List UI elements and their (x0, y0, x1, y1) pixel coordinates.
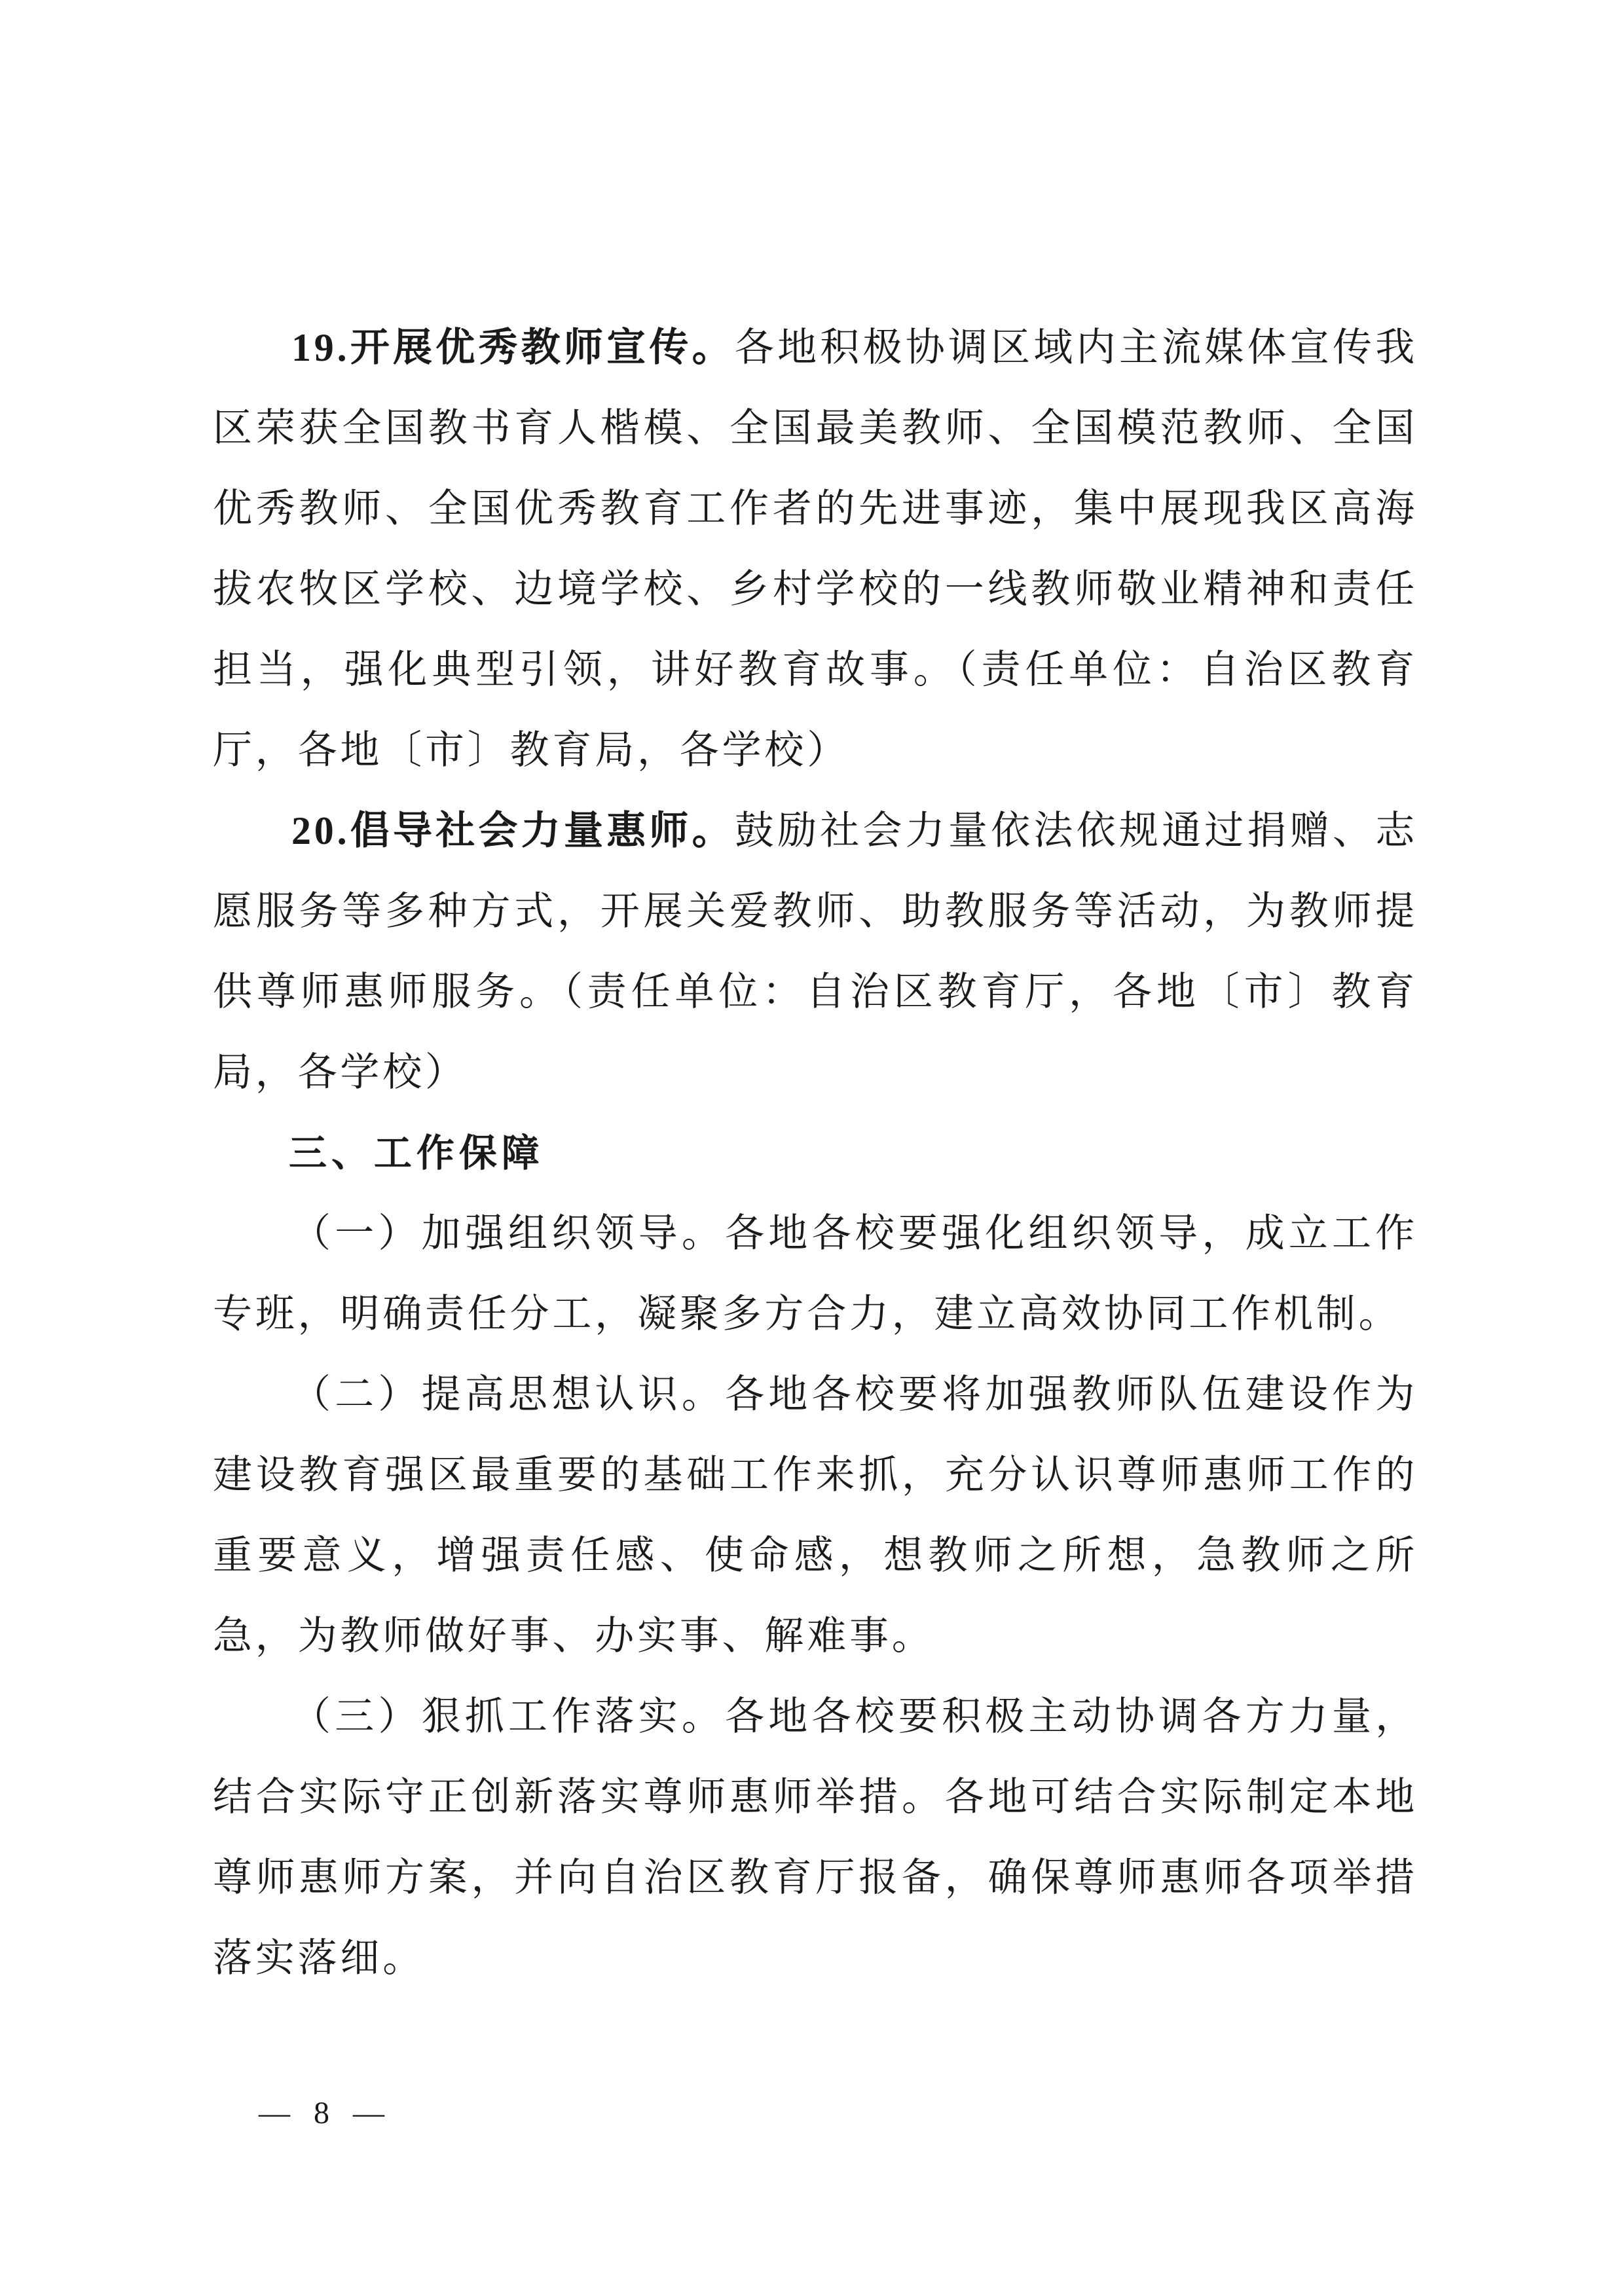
paragraph-19 (213, 308, 1418, 791)
section-heading-work-guarantee: 三、工作保障 (289, 1132, 544, 1175)
sub-item-1-lead: （一）加强组织领导。 (291, 1212, 726, 1255)
document-body (213, 308, 1418, 1999)
sub-item-3 (213, 1677, 1418, 1999)
sub-item-1-body: 各地各校要强化组织领导，成立工作专班，明确责任分工，凝聚多方合力，建立高效协同工作机制。 (213, 1212, 1418, 1336)
sub-item-1 (213, 1194, 1418, 1355)
paragraph-20-lead: 20.倡导社会力量惠师。 (291, 809, 735, 852)
paragraph-19-lead: 19.开展优秀教师宣传。 (291, 326, 735, 369)
sub-item-2 (213, 1355, 1418, 1677)
sub-item-3-lead: （三）狠抓工作落实。 (291, 1695, 726, 1738)
sub-item-3-body: 各地各校要积极主动协调各方力量，结合实际守正创新落实尊师惠师举措。各地可结合实际制定本地尊师惠师方案，并向自治区教育厅报备，确保尊师惠师各项举措落实落细。 (213, 1695, 1418, 1980)
page-number: — 8 — (259, 2096, 392, 2130)
sub-item-2-body: 各地各校要将加强教师队伍建设作为建设教育强区最重要的基础工作来抓，充分认识尊师惠师工作的重要意义，增强责任感、使命感，想教师之所想，急教师之所急，为教师做好事、办实事、解难事。 (213, 1373, 1418, 1658)
paragraph-19-body: 各地积极协调区域内主流媒体宣传我区荣获全国教书育人楷模、全国最美教师、全国模范教师、全国优秀教师、全国优秀教育工作者的先进事迹，集中展现我区高海拔农牧区学校、边境学校、乡村学校的一线教师敬业精神和责任担当，强化典型引领，讲好教育故事。（责任单位：自治区教育厅，各地〔市〕教育局，各学校） (213, 326, 1418, 772)
paragraph-20 (213, 791, 1418, 1113)
sub-item-2-lead: （二）提高思想认识。 (291, 1373, 726, 1416)
paragraph-20-body: 鼓励社会力量依法依规通过捐赠、志愿服务等多种方式，开展关爱教师、助教服务等活动，为教师提供尊师惠师服务。（责任单位：自治区教育厅，各地〔市〕教育局，各学校） (213, 809, 1418, 1094)
